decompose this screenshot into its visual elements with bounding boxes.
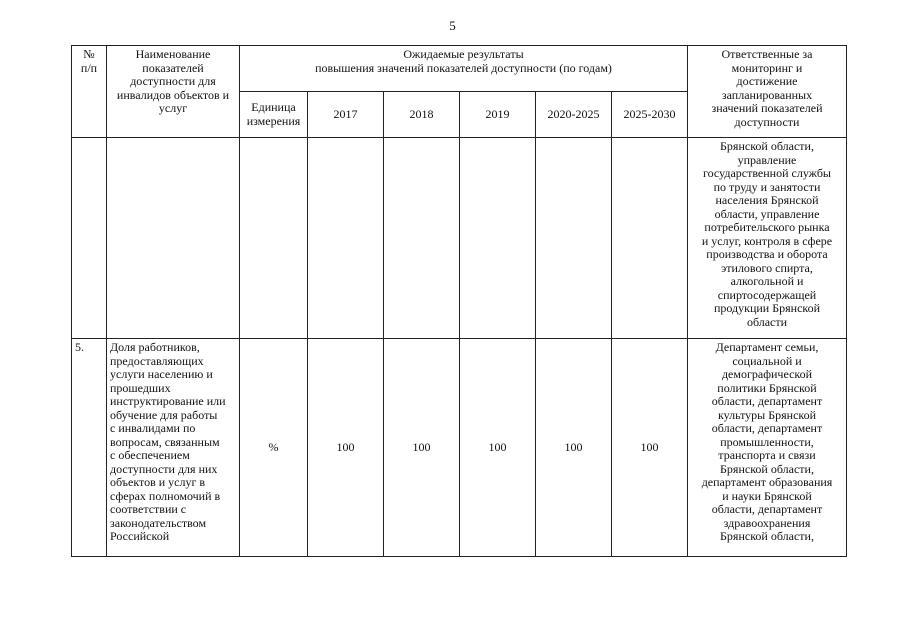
- row-unit: [240, 138, 308, 339]
- row-value: [384, 138, 460, 339]
- row-num: [72, 138, 107, 339]
- header-expected-results: Ожидаемые результаты повышения значений показателей доступности (по годам): [240, 46, 688, 92]
- table-row: [72, 339, 847, 557]
- table-row: [72, 138, 847, 339]
- header-num: № п/п: [72, 46, 107, 138]
- row-responsible: Брянской области, управление государственной службы по труду и занятости населения Брянской области, управление потребительского рынка и услуг, контроля в сфере производства и оборота этилового спирта, алкогольной и спиртосодержащей продукции Брянской области: [688, 138, 847, 339]
- header-unit: Единица измерения: [240, 92, 308, 138]
- page-number: 5: [449, 18, 456, 33]
- accessibility-indicators-table: [71, 45, 847, 557]
- header-year: 2019: [460, 92, 536, 138]
- row-value: [612, 138, 688, 339]
- row-responsible: Департамент семьи, социальной и демографической политики Брянской области, департамент культуры Брянской области, департамент промышленности, транспорта и связи Брянской области, департамент образования и науки Брянской области, департамент здравоохранения Брянской области,: [688, 339, 847, 557]
- row-value: 100: [460, 339, 536, 557]
- header-responsible: Ответственные за мониторинг и достижение запланированных значений показателей доступности: [688, 46, 847, 138]
- row-num: 5.: [72, 339, 107, 557]
- row-value: [536, 138, 612, 339]
- row-name: Доля работников, предоставляющих услуги населению и прошедших инструктирование или обучение для работы с инвалидами по вопросам, связанным с обеспечением доступности для них объектов и услуг в сферах полномочий в соответствии с законодательством Российской: [107, 339, 240, 557]
- row-value: 100: [308, 339, 384, 557]
- row-value: [460, 138, 536, 339]
- row-value: 100: [612, 339, 688, 557]
- header-year: 2017: [308, 92, 384, 138]
- header-year: 2025-2030: [612, 92, 688, 138]
- row-name: [107, 138, 240, 339]
- row-value: 100: [536, 339, 612, 557]
- row-value: 100: [384, 339, 460, 557]
- header-row-top: [72, 46, 847, 92]
- row-value: [308, 138, 384, 339]
- row-unit: %: [240, 339, 308, 557]
- header-year: 2020-2025: [536, 92, 612, 138]
- header-name: Наименование показателей доступности для инвалидов объектов и услуг: [107, 46, 240, 138]
- header-year: 2018: [384, 92, 460, 138]
